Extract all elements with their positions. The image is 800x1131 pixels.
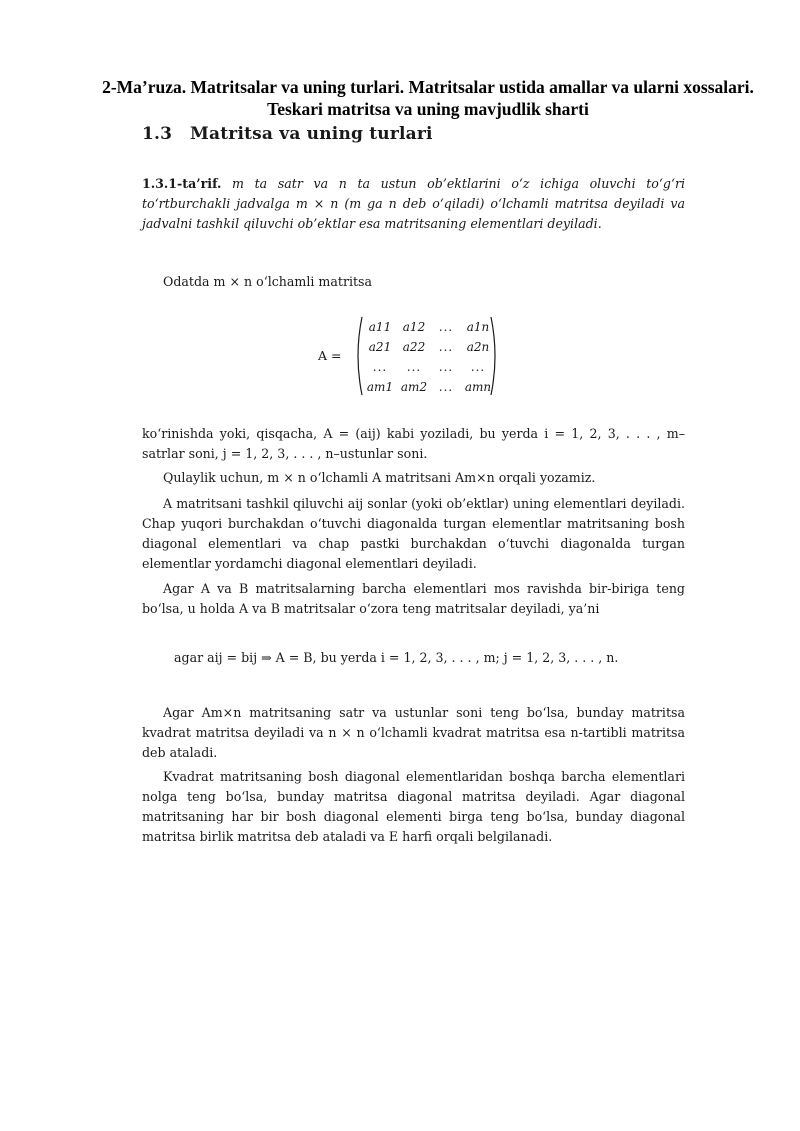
section-heading — [142, 124, 433, 144]
section-number: 1.3 — [142, 124, 173, 144]
diagonal-matrix-paragraph: Kvadrat matritsaning bosh diagonal elementlaridan boshqa barcha elementlari nolga teng bo‘lsa, bunday matritsa diagonal matritsa deyiladi. Agar diagonal matritsaning har bir bosh diagonal elementi birga teng bo‘lsa, bunday diagonal matritsa birlik matritsa deb ataladi va E harfi orqali belgilanadi. — [142, 769, 685, 844]
elements-paragraph: A matritsani tashkil qiluvchi aij sonlar (yoki ob’ektlar) uning elementlari deyiladi. Chap yuqori burchakdan o‘tuvchi diagonalda turgan elementlar matritsaning bosh diagonal elementlari va chap pastki burchakdan o‘tuvchi diagonalda turgan elementlar yordamchi diagonal elementlari deyiladi. — [142, 496, 685, 571]
matrix-cell: ... — [406, 360, 422, 374]
matrix-cell: ... — [438, 380, 454, 394]
lecture-title: 2-Ma’ruza. Matritsalar va uning turlari. Matritsalar ustida amallar va ularni xossalari. Teskari matritsa va uning mavjudlik sharti — [102, 77, 754, 119]
matrix-cell: a1n — [466, 320, 490, 334]
matrix-cell: a2n — [466, 340, 490, 354]
left-parenthesis — [353, 316, 363, 396]
paragraph-after-matrix: ko‘rinishda yoki, qisqacha, A = (aij) kabi yoziladi, bu yerda i = 1, 2, 3, . . . , m– satrlar soni, j = 1, 2, 3, . . . , n–ustunlar soni. — [142, 426, 685, 461]
definition-paragraph — [142, 174, 685, 234]
matrix-cell: ... — [372, 360, 388, 374]
square-matrix-paragraph: Agar Am×n matritsaning satr va ustunlar soni teng bo‘lsa, bunday matritsa kvadrat matritsa deyiladi va n × n o‘lchamli kvadrat matritsa esa n-tartibli matritsa deb ataladi. — [142, 705, 685, 760]
matrix-cell: ... — [438, 340, 454, 354]
matrix-cell: ... — [470, 360, 486, 374]
matrix-cell: a22 — [402, 340, 426, 354]
matrix-cell: a12 — [402, 320, 426, 334]
matrix-cell: a11 — [368, 320, 392, 334]
matrix-cell: ... — [438, 320, 454, 334]
equality-formula: agar aij = bij ⇒ A = B, bu yerda i = 1, 2, 3, . . . , m; j = 1, 2, 3, . . . , n. — [174, 650, 619, 665]
matrix-cell: amn — [464, 380, 492, 394]
intro-line: Odatda m × n o‘lchamli matritsa — [163, 274, 373, 289]
equality-paragraph: Agar A va B matritsalarning barcha elementlari mos ravishda bir-biriga teng bo‘lsa, u holda A va B matritsalar o‘zora teng matritsalar deyiladi, ya’ni — [142, 581, 685, 616]
matrix-cell: am1 — [366, 380, 394, 394]
matrix-cell: am2 — [400, 380, 428, 394]
convenience-line: Qulaylik uchun, m × n o‘lchamli A matritsani Am×n orqali yozamiz. — [163, 470, 596, 485]
section-title: Matritsa va uning turlari — [190, 124, 433, 144]
definition-text: m ta satr va n ta ustun ob’ektlarini o‘z ichiga oluvchi to‘g‘ri to‘rtburchakli jadvalga m × n (m ga n deb o‘qiladi) o‘lchamli matritsa deyiladi va jadvalni tashkil qiluvchi ob’ektlar esa matritsaning elementlari deyiladi. — [142, 176, 685, 231]
matrix-display — [318, 316, 518, 398]
matrix-cell: a21 — [368, 340, 392, 354]
matrix-lhs: A = — [318, 348, 342, 363]
matrix-cell: ... — [438, 360, 454, 374]
definition-label: 1.3.1-ta’rif. — [142, 176, 222, 191]
